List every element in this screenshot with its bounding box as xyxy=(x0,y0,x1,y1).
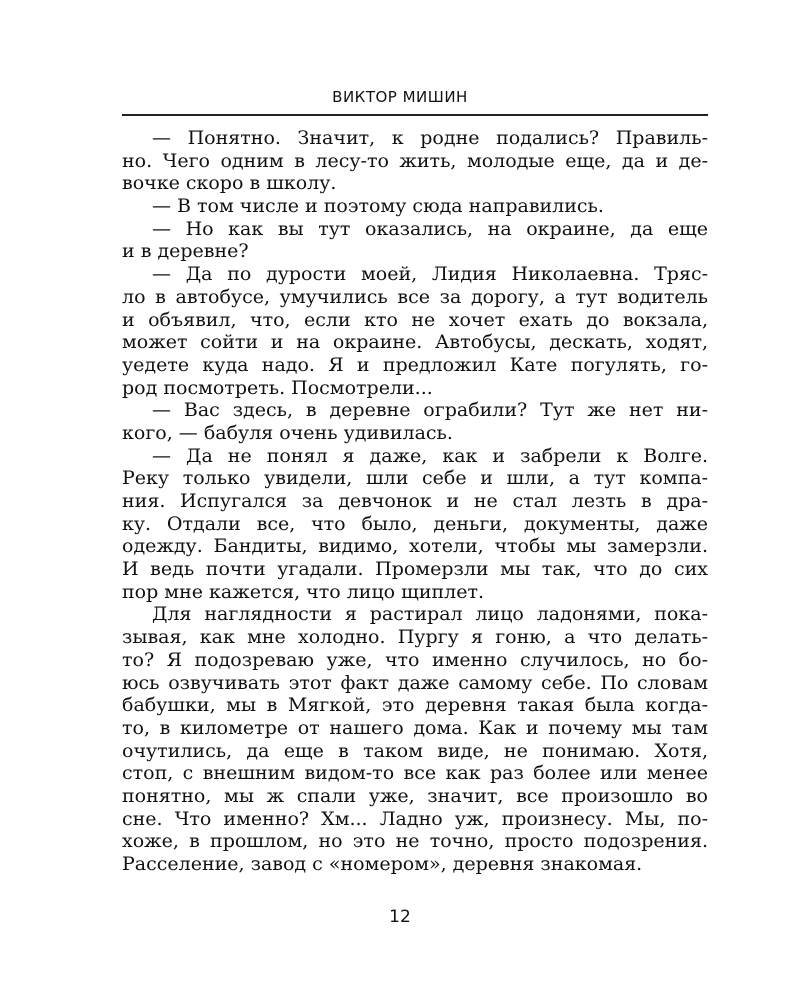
text-line: сне. Что именно? Хм... Ладно уж, произнесу. Мы, по- xyxy=(122,807,708,830)
text-line: род посмотреть. Посмотрели... xyxy=(122,376,433,399)
running-header: ВИКТОР МИШИН xyxy=(332,88,468,106)
text-line: — Понятно. Значит, к родне подались? Правиль- xyxy=(152,127,708,149)
body-text xyxy=(122,127,708,876)
text-line: очутились, да еще в таком виде, не понимаю. Хотя, xyxy=(122,739,708,762)
header-divider xyxy=(122,114,708,116)
text-line: — Но как вы тут оказались, на окраине, да еще xyxy=(152,217,708,240)
text-line: — Вас здесь, в деревне ограбили? Тут же нет ни- xyxy=(152,399,708,422)
text-line: одежду. Бандиты, видимо, хотели, чтобы мы замерзли. xyxy=(122,535,708,558)
text-line: то, в километре от нашего дома. Как и почему мы там xyxy=(122,716,708,739)
text-line: ния. Испугался за девчонок и не стал лезть в дра- xyxy=(122,490,708,512)
text-line: — Да по дурости моей, Лидия Николаевна. Тряс- xyxy=(152,263,708,286)
text-line: пор мне кажется, что лицо щиплет. xyxy=(122,580,485,603)
text-line: ло в автобусе, умучились все за дорогу, а тут водитель xyxy=(122,285,708,308)
text-line: то? Я подозреваю уже, что именно случилось, но бо- xyxy=(122,648,708,671)
text-line: Расселение, завод с «номером», деревня знакомая. xyxy=(122,853,643,875)
text-line: И ведь почти угадали. Промерзли мы так, что до сих xyxy=(122,558,708,581)
text-line: может сойти и на окраине. Автобусы, дескать, ходят, xyxy=(122,331,708,354)
text-line: бабушки, мы в Мягкой, это деревня такая была когда- xyxy=(122,694,708,717)
text-line: кого, — бабуля очень удивилась. xyxy=(122,421,453,444)
text-line: зывая, как мне холодно. Пургу я гоню, а что делать- xyxy=(122,626,708,649)
page-number: 12 xyxy=(389,907,411,927)
text-line: стоп, с внешним видом-то все как раз более или менее xyxy=(122,762,708,785)
text-line: Для наглядности я растирал лицо ладонями, пока- xyxy=(152,603,708,626)
text-line: и в деревне? xyxy=(122,240,249,263)
text-line: и объявил, что, если кто не хочет ехать до вокзала, xyxy=(122,308,708,331)
text-line: — Да не понял я даже, как и забрели к Волге. xyxy=(152,444,708,467)
text-line: хоже, в прошлом, но это не точно, просто подозрения. xyxy=(122,830,708,853)
text-line: но. Чего одним в лесу-то жить, молодые еще, да и де- xyxy=(122,149,708,172)
text-line: — В том числе и поэтому сюда направились. xyxy=(152,195,604,218)
text-line: вочке скоро в школу. xyxy=(122,172,337,195)
text-line: Реку только увидели, шли себе и шли, а тут компа- xyxy=(122,467,708,490)
text-line: уедете куда надо. Я и предложил Кате погулять, го- xyxy=(122,353,708,376)
text-line: юсь озвучивать этот факт даже самому себе. По словам xyxy=(122,671,708,694)
text-line: понятно, мы ж спали уже, значит, все произошло во xyxy=(122,784,708,807)
text-line: ку. Отдали все, что было, деньги, документы, даже xyxy=(122,512,708,535)
